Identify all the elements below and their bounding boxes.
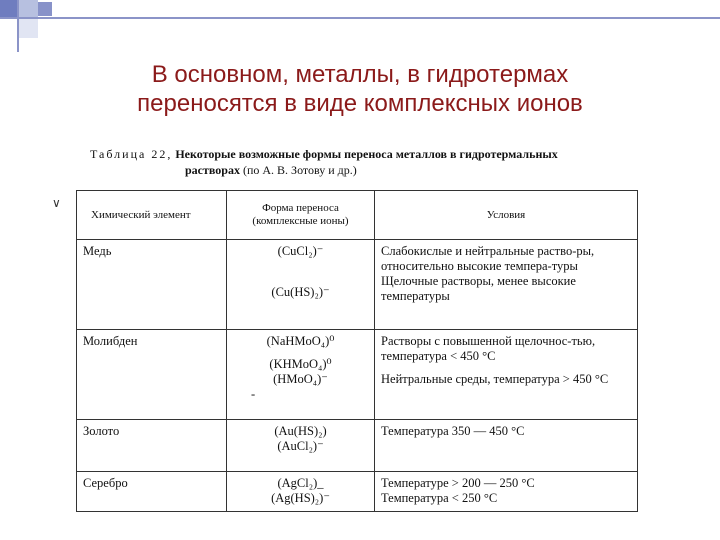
table-caption-title: Некоторые возможные формы переноса металлов в гидротермальных — [175, 147, 558, 161]
table-caption-line-2-bold: растворах — [185, 163, 240, 177]
header-conditions: Условия — [375, 191, 638, 240]
cell-element: Серебро — [77, 472, 227, 512]
cell-element: Золото — [77, 420, 227, 472]
margin-mark: ∨ — [52, 196, 61, 210]
table-row — [77, 420, 638, 472]
form-value: (Ag(HS)₂)⁻ — [271, 491, 330, 505]
form-value: (Au(HS)₂) — [274, 424, 327, 438]
condition-text: Щелочные растворы, менее высокие температуры — [381, 274, 576, 303]
form-value: - — [251, 387, 256, 401]
form-value: (NaHMoO₄)⁰ — [266, 334, 335, 348]
table-caption-source: (по А. В. Зотову и др.) — [242, 163, 357, 177]
form-value: (CuCl₂)⁻ — [277, 244, 324, 258]
table-row — [77, 330, 638, 420]
decor-horizontal-line — [0, 17, 720, 19]
cell-forms — [227, 240, 375, 330]
slide-title-line-1: В основном, металлы, в гидротермах — [151, 61, 569, 88]
cell-conditions — [375, 330, 638, 420]
table-caption-label: Таблица 22, — [90, 147, 173, 161]
header-transport-form: Форма переноса (комплексные ионы) — [227, 191, 375, 240]
condition-text: Температуре > 200 — 250 °C — [381, 476, 535, 490]
header-element: Химический элемент — [77, 191, 227, 240]
decor-vertical-line — [17, 0, 19, 52]
condition-text: Температура 350 — 450 °C — [381, 424, 525, 438]
table-caption-line-2 — [90, 162, 650, 178]
decor-square-3 — [19, 19, 38, 38]
cell-forms — [227, 330, 375, 420]
decor-square-4 — [38, 2, 52, 16]
form-value: (HMoO₄)⁻ — [273, 372, 328, 386]
table-caption — [90, 146, 650, 178]
condition-text: Слабокислые и нейтральные раство-ры, относительно высокие темпера-туры — [381, 244, 595, 273]
condition-text: Нейтральные среды, температура > 450 °C — [381, 372, 609, 386]
slide-title — [60, 60, 660, 118]
condition-text: Температура < 250 °C — [381, 491, 498, 505]
condition-text: Растворы с повышенной щелочнос-тью, температура < 450 °C — [381, 334, 596, 363]
form-value: (AgCl₂)_ — [277, 476, 324, 490]
cell-forms — [227, 420, 375, 472]
cell-conditions — [375, 472, 638, 512]
table-row — [77, 472, 638, 512]
table-row — [77, 240, 638, 330]
cell-element: Медь — [77, 240, 227, 330]
cell-element: Молибден — [77, 330, 227, 420]
form-value: (Cu(HS)₂)⁻ — [271, 285, 330, 299]
form-value: (KHMoO₄)⁰ — [269, 357, 332, 371]
metals-transport-table — [76, 190, 638, 512]
form-value: (AuCl₂)⁻ — [277, 439, 324, 453]
cell-conditions — [375, 420, 638, 472]
table-header-row — [77, 191, 638, 240]
slide-title-line-2: переносятся в виде комплексных ионов — [137, 90, 583, 117]
cell-conditions — [375, 240, 638, 330]
cell-forms — [227, 472, 375, 512]
